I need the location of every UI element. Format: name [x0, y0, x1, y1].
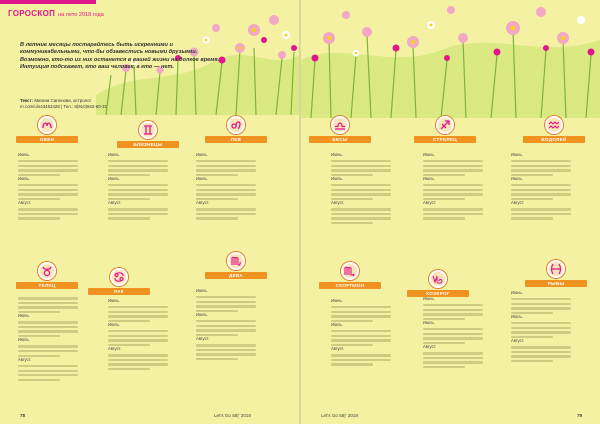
pisces-icon	[547, 260, 565, 278]
section-title: ГОРОСКОП	[8, 9, 56, 18]
month-label: Август.	[18, 356, 32, 362]
sign-virgo	[205, 252, 267, 279]
sign-sagittarius	[414, 116, 476, 143]
scorpio-forecast	[331, 298, 391, 366]
left-page	[0, 0, 299, 424]
libra-icon	[331, 116, 349, 134]
month-label: Июнь.	[511, 290, 523, 295]
month-label: Август.	[18, 200, 32, 206]
sign-leo	[205, 116, 267, 143]
sign-name: СТРЕЛЕЦ	[414, 136, 476, 143]
sign-name: СКОРПИОН	[319, 282, 381, 289]
month-label: Июль.	[196, 176, 208, 182]
gemini-forecast	[108, 152, 168, 220]
taurus-forecast	[18, 295, 78, 381]
month-label: Июнь.	[331, 152, 343, 157]
month-label: Август.	[423, 200, 437, 206]
cancer-forecast	[108, 298, 168, 370]
sign-name: ВЕСЫ	[309, 136, 371, 143]
sign-scorpio	[319, 262, 381, 289]
month-label: Июнь.	[18, 152, 30, 157]
sign-libra	[309, 116, 371, 143]
month-label: Август.	[108, 346, 122, 352]
sign-gemini	[117, 121, 179, 148]
scorpio-icon	[341, 262, 359, 280]
month-label: Июль.	[511, 176, 523, 182]
taurus-icon	[38, 262, 56, 280]
sign-name: ЛЕВ	[205, 136, 267, 143]
sign-name: РЫБЫ	[525, 280, 587, 287]
gemini-icon	[139, 121, 157, 139]
month-label: Июль.	[108, 176, 120, 182]
sign-name: ДЕВА	[205, 272, 267, 279]
sign-name: ТЕЛЕЦ	[16, 282, 78, 289]
month-label: Июль.	[108, 322, 120, 328]
aries-icon	[38, 116, 56, 134]
month-label: Июль.	[511, 314, 523, 320]
sign-name: ОВЕН	[16, 136, 78, 143]
month-label: Август.	[423, 344, 437, 350]
pisces-forecast	[511, 290, 571, 362]
month-label: Июль.	[423, 320, 435, 326]
month-label: Август.	[331, 200, 345, 206]
month-label: Июль.	[18, 176, 30, 182]
page-number: 78	[20, 413, 26, 418]
sagittarius-forecast	[423, 152, 483, 220]
sign-name: ВОДОЛЕЙ	[523, 136, 585, 143]
month-label: Август.	[196, 336, 210, 342]
libra-forecast	[331, 152, 391, 224]
leo-forecast	[196, 152, 256, 220]
month-label: Июль.	[196, 312, 208, 318]
month-label: Июнь.	[511, 152, 523, 157]
month-label: Июнь.	[196, 288, 208, 293]
month-label: Июль.	[331, 322, 343, 328]
aries-forecast	[18, 152, 78, 220]
sign-pisces	[525, 260, 587, 287]
month-label: Июнь.	[423, 152, 435, 157]
flower-meadow-illustration	[301, 0, 600, 118]
sign-taurus	[16, 262, 78, 289]
author-label: Текст:	[20, 98, 34, 103]
month-label: Июнь.	[108, 152, 120, 157]
capricorn-forecast	[423, 296, 483, 368]
sign-aries	[16, 116, 78, 143]
page-number: 79	[577, 413, 583, 418]
month-label: Июнь.	[18, 313, 30, 319]
leo-icon	[227, 116, 245, 134]
month-label: Август.	[331, 346, 345, 352]
sagittarius-icon	[436, 116, 454, 134]
sign-aquarius	[523, 116, 585, 143]
month-label: Август.	[511, 338, 525, 344]
month-label: Август.	[511, 200, 525, 206]
sign-capricorn	[407, 270, 469, 297]
month-label: Июль.	[331, 176, 343, 182]
cancer-icon	[110, 268, 128, 286]
capricorn-icon	[429, 270, 447, 288]
section-header	[8, 9, 104, 18]
sign-name: БЛИЗНЕЦЫ	[117, 141, 179, 148]
virgo-forecast	[196, 288, 256, 360]
month-label: Август.	[196, 200, 210, 206]
author-contacts: m.com/u/s43453428 | Тел.: 8(910)662-60-31	[20, 104, 108, 109]
month-label: Июль.	[423, 176, 435, 182]
aquarius-forecast	[511, 152, 571, 220]
month-label: Июнь.	[196, 152, 208, 157]
month-label: Июнь.	[108, 298, 120, 303]
month-label: Июль.	[18, 337, 30, 343]
author-name: Мигина Сапенова, астролог	[34, 98, 92, 103]
sign-cancer	[88, 268, 150, 295]
intro-text: В летние месяцы постарайтесь быть искренними и коммуникабельными, что-бы обзавестись новыми друзьями. Возможно, кто-то из них останется в вашей жизни на долгое время. Интуиция подскажет, кто ваш человек, а кто — нет.	[20, 42, 220, 71]
magazine-footer: Let's Go 58|' 2018	[214, 413, 251, 418]
month-label: Июнь.	[331, 298, 343, 303]
month-label: Август.	[108, 200, 122, 206]
virgo-icon	[227, 252, 245, 270]
month-label: Июнь.	[423, 296, 435, 301]
sign-name: РАК	[88, 288, 150, 295]
aquarius-icon	[545, 116, 563, 134]
section-subtitle: на лето 2018 года	[58, 12, 104, 18]
magazine-footer: Let's Go 58|' 2018	[321, 413, 358, 418]
sign-name: КОЗЕРОГ	[407, 290, 469, 297]
author-credits	[20, 98, 240, 110]
right-page	[301, 0, 600, 424]
